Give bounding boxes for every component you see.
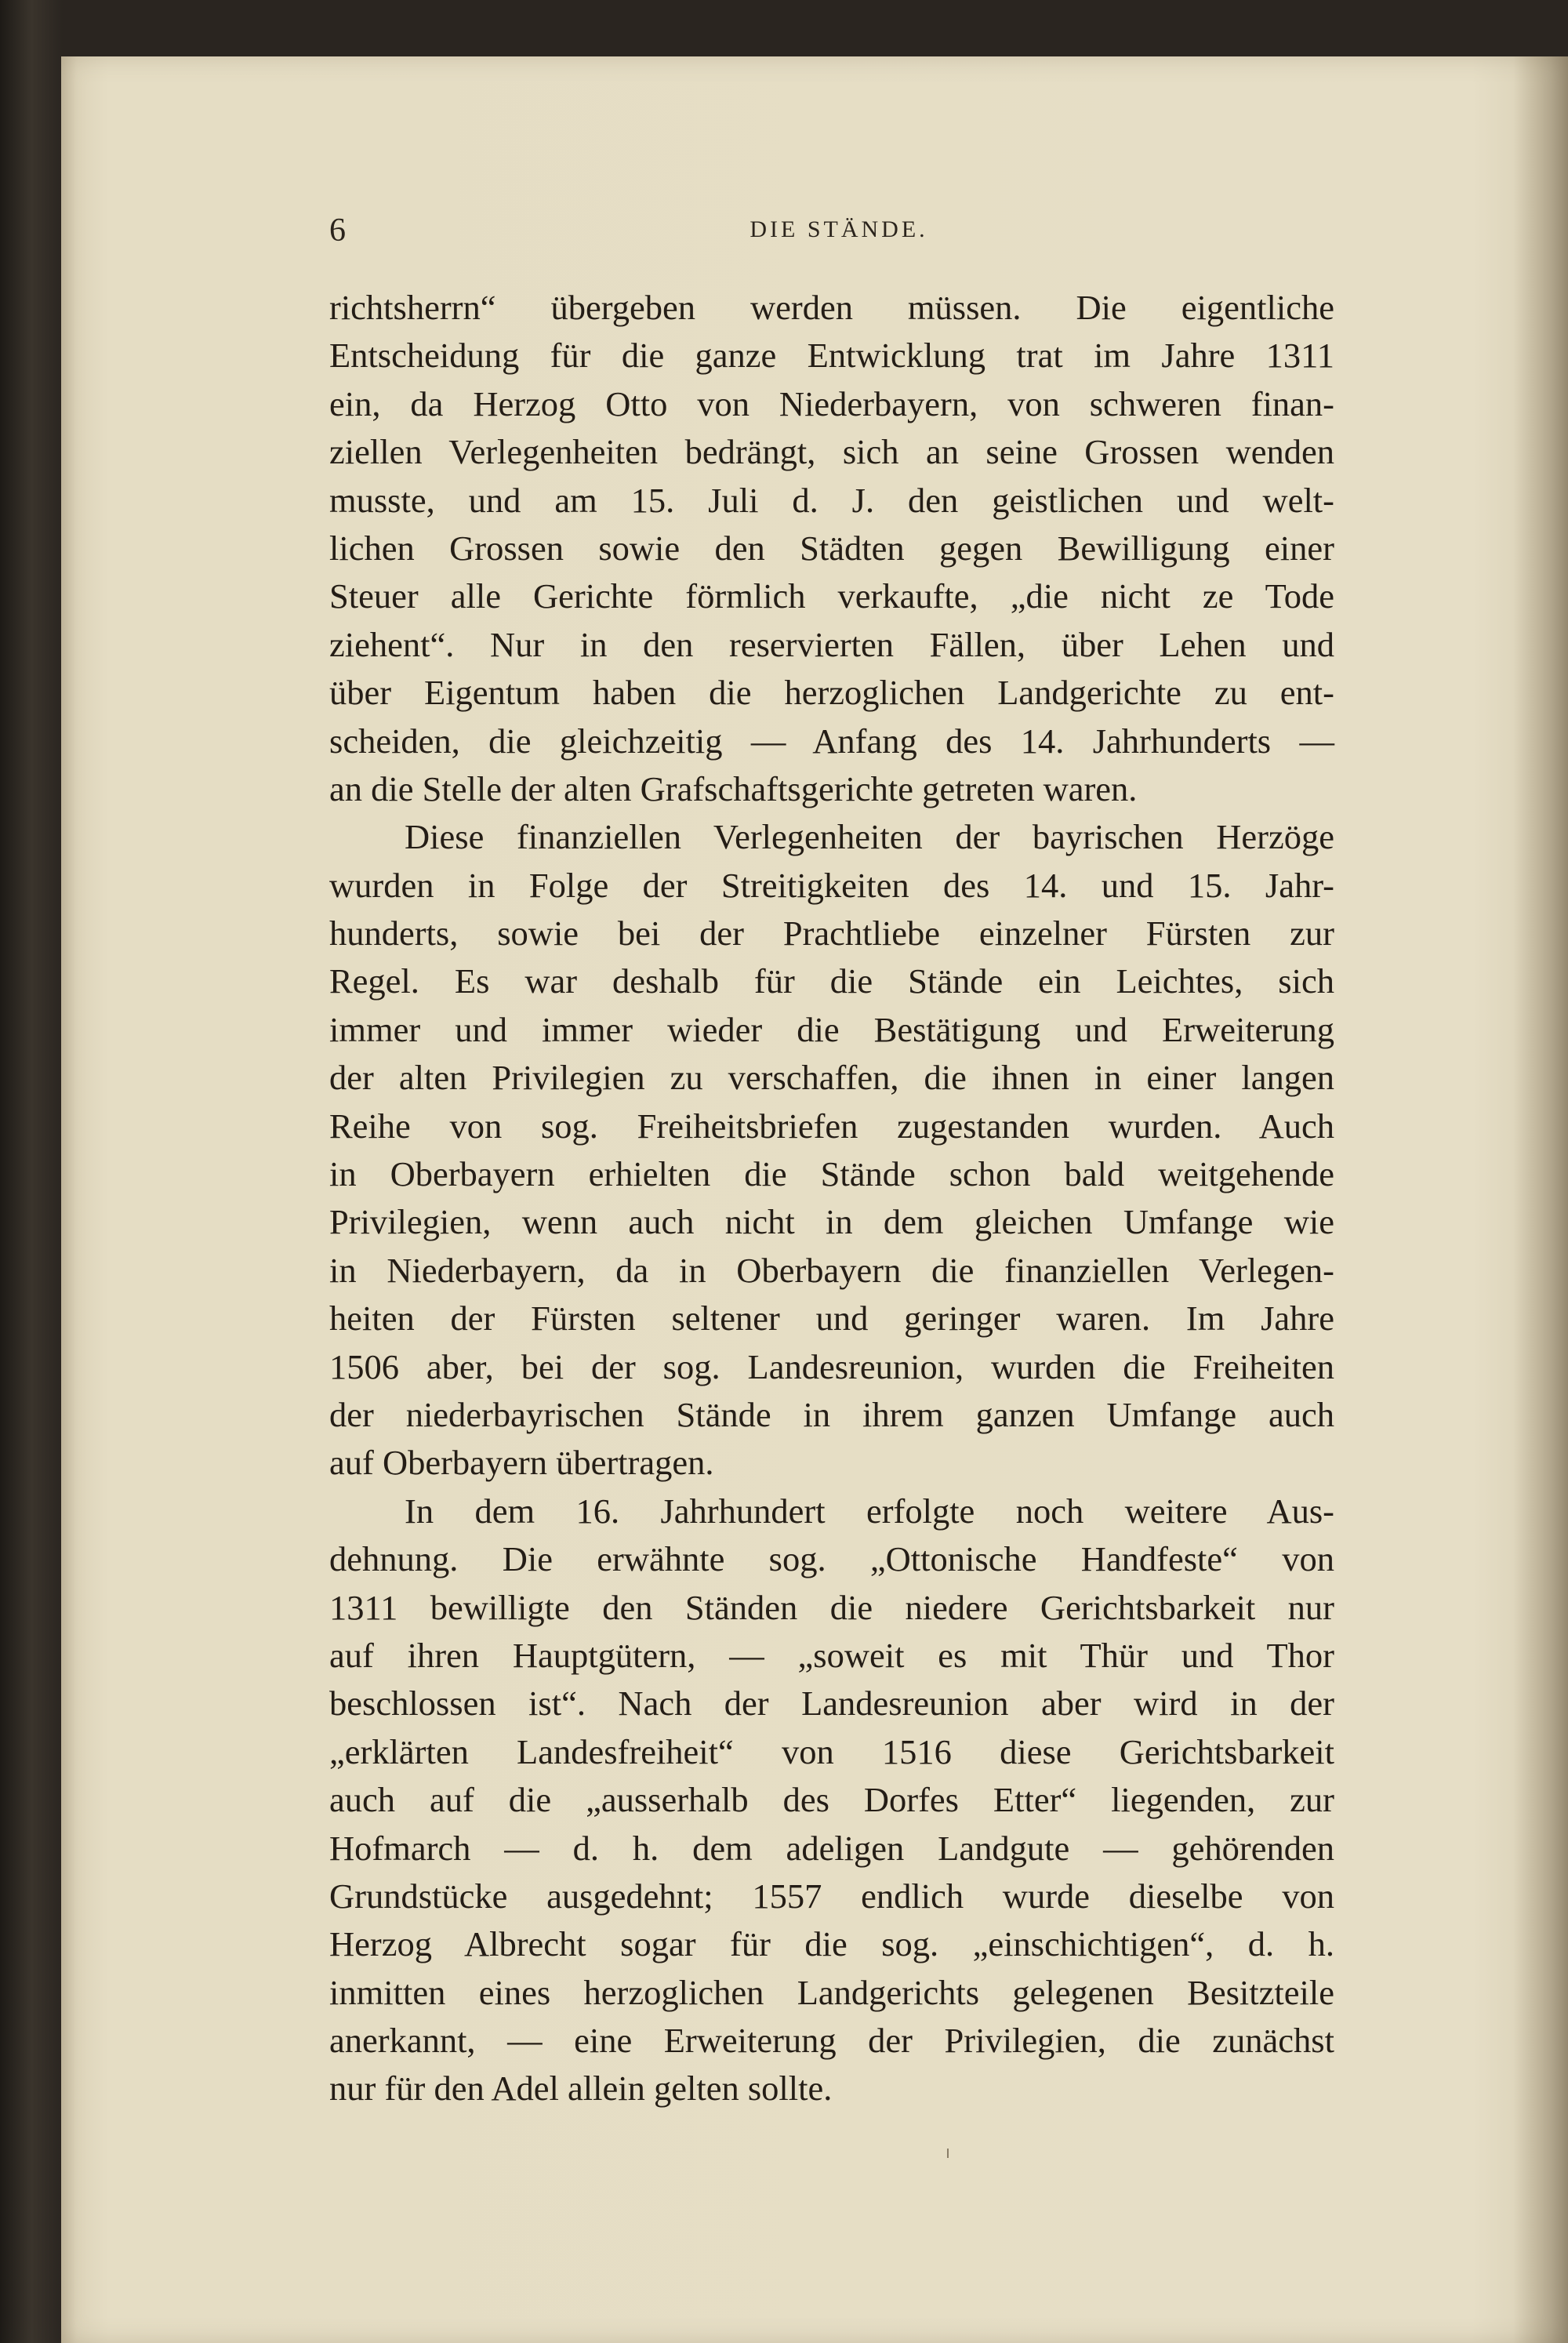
text-line: immer und immer wieder die Bestätigung und Erweiterung — [329, 1009, 1334, 1049]
text-line: Hofmarch — d. h. dem adeligen Landgute — gehörenden — [329, 1828, 1334, 1868]
text-line: in Oberbayern erhielten die Stände schon bald weitgehende — [329, 1154, 1334, 1194]
text-line: Regel. Es war deshalb für die Stände ein Leichtes, sich — [329, 961, 1334, 1001]
text-line: hunderts, sowie bei der Prachtliebe einzelner Fürsten zur — [329, 914, 1334, 954]
text-line: Privilegien, wenn auch nicht in dem gleichen Umfange wie — [329, 1202, 1334, 1242]
text-line: der niederbayrischen Stände in ihrem ganzen Umfange auch — [329, 1394, 1334, 1434]
text-line: 1506 aber, bei der sog. Landesreunion, wurden die Freiheiten — [329, 1346, 1334, 1386]
text-line: nur für den Adel allein gelten sollte. — [329, 2069, 833, 2109]
text-line: an die Stelle der alten Grafschaftsgerichte getreten waren. — [329, 768, 1138, 808]
text-line: beschlossen ist“. Nach der Landesreunion aber wird in der — [329, 1684, 1334, 1724]
text-line: ziellen Verlegenheiten bedrängt, sich an seine Grossen wenden — [329, 432, 1334, 472]
text-line: Grundstücke ausgedehnt; 1557 endlich wurde dieselbe von — [329, 1876, 1334, 1916]
text-line: richtsherrn“ übergeben werden müssen. Die eigentliche — [329, 288, 1334, 327]
text-line: „erklärten Landesfreiheit“ von 1516 diese Gerichtsbarkeit — [329, 1731, 1334, 1771]
text-line: musste, und am 15. Juli d. J. den geistlichen und welt- — [329, 480, 1334, 520]
text-line: auch auf die „ausserhalb des Dorfes Etter“ liegenden, zur — [329, 1780, 1334, 1820]
running-head: DIE STÄNDE. — [750, 216, 928, 242]
paper-speck — [947, 2149, 949, 2158]
text-line: ziehent“. Nur in den reservierten Fällen, über Lehen und — [329, 624, 1334, 664]
text-line: auf ihren Hauptgütern, — „soweit es mit Thür und Thor — [329, 1635, 1334, 1675]
text-line: Entscheidung für die ganze Entwicklung trat im Jahre 1311 — [329, 336, 1334, 376]
text-line: inmitten eines herzoglichen Landgerichts gelegenen Besitzteile — [329, 1972, 1334, 2012]
text-line: lichen Grossen sowie den Städten gegen Bewilligung einer — [329, 528, 1334, 568]
text-line: Diese finanziellen Verlegenheiten der bayrischen Herzöge — [405, 817, 1334, 857]
text-line: in Niederbayern, da in Oberbayern die finanziellen Verlegen- — [329, 1250, 1334, 1290]
text-line: 1311 bewilligte den Ständen die niedere Gerichtsbarkeit nur — [329, 1587, 1334, 1627]
text-line: ein, da Herzog Otto von Niederbayern, von schweren finan- — [329, 383, 1334, 423]
text-line: auf Oberbayern übertragen. — [329, 1443, 714, 1483]
text-line: Reihe von sog. Freiheitsbriefen zugestanden wurden. Auch — [329, 1106, 1334, 1146]
page-number: 6 — [329, 213, 346, 249]
text-line: Steuer alle Gerichte förmlich verkaufte, „die nicht ze Tode — [329, 576, 1334, 616]
text-line: Herzog Albrecht sogar für die sog. „einschichtigen“, d. h. — [329, 1924, 1334, 1964]
text-line: scheiden, die gleichzeitig — Anfang des 14. Jahrhunderts — — [329, 721, 1334, 761]
text-line: anerkannt, — eine Erweiterung der Privilegien, die zunächst — [329, 2021, 1334, 2061]
text-line: In dem 16. Jahrhundert erfolgte noch weitere Aus- — [405, 1491, 1334, 1531]
text-line: über Eigentum haben die herzoglichen Landgerichte zu ent- — [329, 673, 1334, 713]
page-gutter-shadow — [1513, 56, 1568, 2343]
page-header — [329, 212, 1348, 259]
text-line: wurden in Folge der Streitigkeiten des 14. und 15. Jahr- — [329, 865, 1334, 905]
text-line: dehnung. Die erwähnte sog. „Ottonische Handfeste“ von — [329, 1539, 1334, 1579]
text-line: der alten Privilegien zu verschaffen, die ihnen in einer langen — [329, 1058, 1334, 1098]
body-text — [329, 284, 1334, 2113]
text-line: heiten der Fürsten seltener und geringer waren. Im Jahre — [329, 1299, 1334, 1339]
